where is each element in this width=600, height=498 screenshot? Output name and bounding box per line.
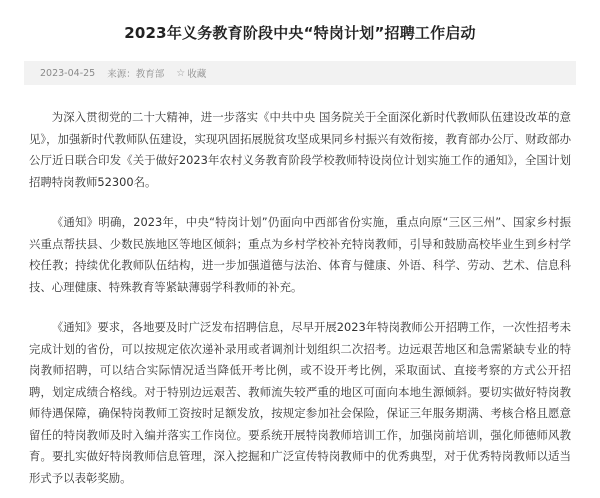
collect-button[interactable]: [176, 66, 206, 80]
article-paragraph: 《通知》要求，各地要及时广泛发布招聘信息，尽早开展2023年特岗教师公开招聘工作，一次性招考未完成计划的省份，可以按规定依次递补录用或者调剂计划组织二次招考。边远艰苦地区和急需紧缺专业的特岗教师招聘，可以结合实际情况适当降低开考比例，或不设开考比例，采取面试、直接考察的方式公开招聘，划定成绩合格线。对于特别边远艰苦、教师流失较严重的地区可面向本地生源倾斜。要切实做好特岗教师待遇保障，确保特岗教师工资按时足额发放，按规定参加社会保险，保证三年服务期满、考核合格且愿意留任的特岗教师及时入编并落实工作岗位。要系统开展特岗教师培训工作，加强岗前培训，强化师德师风教育。要扎实做好特岗教师信息管理，深入挖掘和广泛宣传特岗教师中的优秀典型，对于优秀特岗教师以适当形式予以表彰奖励。: [29, 320, 571, 485]
publish-date: 2023-04-25: [40, 67, 96, 79]
article-source: 来源：教育部: [107, 69, 165, 80]
article-paragraph: 《通知》明确，2023年，中央“特岗计划”仍面向中西部省份实施，重点向原“三区三州”、国家乡村振兴重点帮扶县、少数民族地区等地区倾斜；重点为乡村学校补充特岗教师，引导和鼓励高校毕业生到乡村学校任教；持续优化教师队伍结构，进一步加强道德与法治、体育与健康、外语、科学、劳动、艺术、信息科技、心理健康、特殊教育等紧缺薄弱学科教师的补充。: [29, 215, 571, 294]
collect-label: 收藏: [187, 69, 207, 80]
article-paragraph: 为深入贯彻党的二十大精神，进一步落实《中共中央 国务院关于全面深化新时代教师队伍建设改革的意见》，加强新时代教师队伍建设，实现巩固拓展脱贫攻坚成果同乡村振兴有效衔接，教育部办公厅、财政部办公厅近日联合印发《关于做好2023年农村义务教育阶段学校教师特设岗位计划实施工作的通知》，全国计划招聘特岗教师52300名。: [29, 110, 571, 189]
star-icon: ☆: [176, 67, 186, 79]
article-title: 2023年义务教育阶段中央“特岗计划”招聘工作启动: [124, 24, 476, 42]
article-meta-bar: [24, 61, 576, 85]
article-body: [24, 107, 576, 489]
